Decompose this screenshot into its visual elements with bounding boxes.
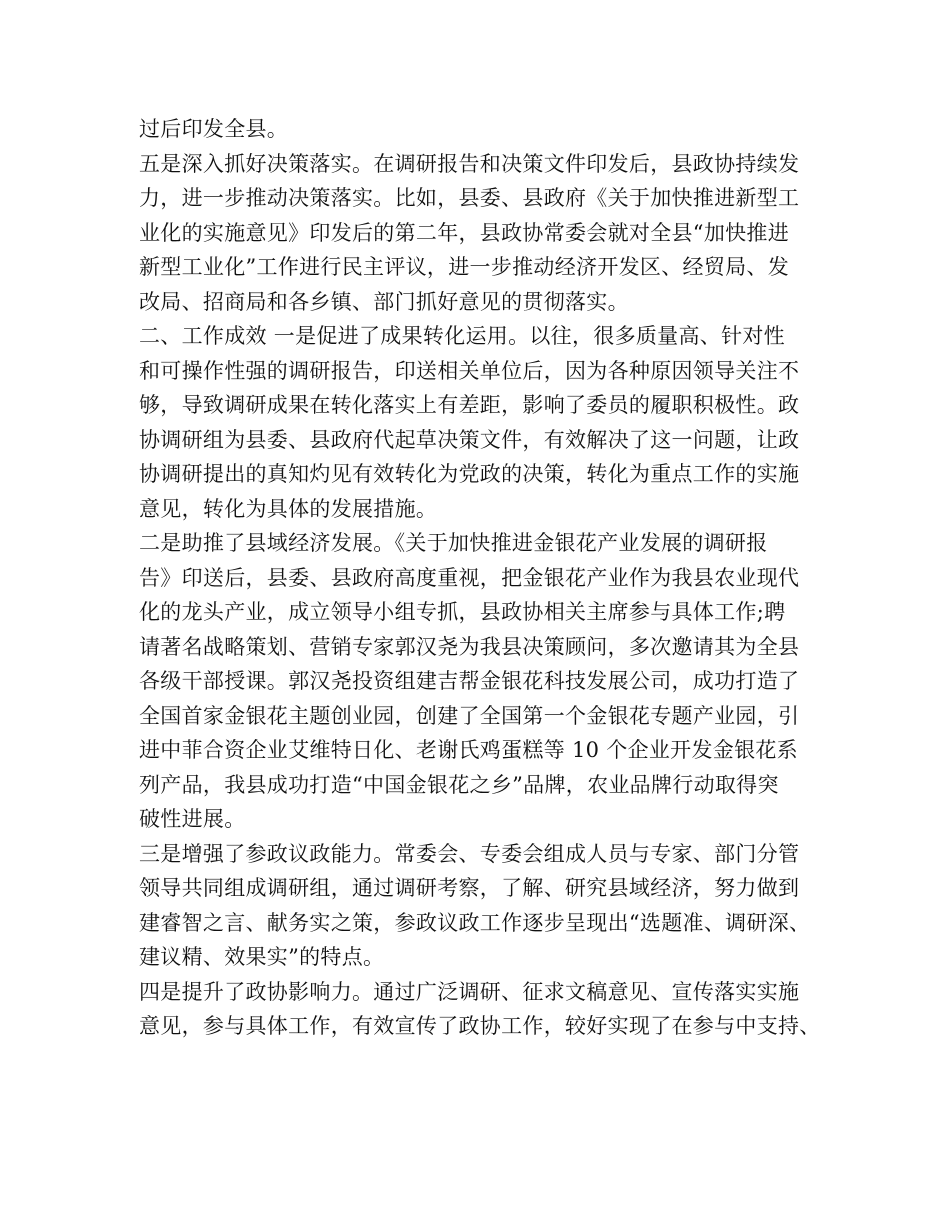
text-line: 意见，转化为具体的发展措施。: [139, 496, 438, 521]
text-line: 列产品，我县成功打造“中国金银花之乡”品牌，农业品牌行动取得突: [139, 772, 779, 797]
text-line: 领导共同组成调研组，通过调研考察，了解、研究县域经济，努力做到: [139, 876, 800, 900]
text-line: 协调研提出的真知灼见有效转化为党政的决策，转化为重点工作的实施: [139, 462, 800, 486]
text-line: 化的龙头产业，成立领导小组专抓，县政协相关主席参与具体工作;聘: [139, 600, 786, 624]
text-line: 协调研组为县委、县政府代起草决策文件，有效解决了这一问题，让政: [139, 427, 800, 452]
text-line: 业化的实施意见》印发后的第二年，县政协常委会就对全县“加快推进: [139, 220, 790, 245]
text-line: 四是提升了政协影响力。通过广泛调研、征求文稿意见、宣传落实实施: [139, 979, 800, 1004]
text-line: 二、工作成效 一是促进了成果转化运用。以往，很多质量高、针对性: [139, 324, 785, 348]
text-line: 意见，参与具体工作，有效宣传了政协工作，较好实现了在参与中支持、: [139, 1014, 821, 1038]
text-line: 进中菲合资企业艾维特日化、老谢氏鸡蛋糕等 10 个企业开发金银花系: [139, 738, 798, 762]
text-line: 全国首家金银花主题创业园，创建了全国第一个金银花专题产业园，引: [139, 703, 800, 728]
text-line: 破性进展。: [139, 807, 246, 831]
text-line: 过后印发全县。: [139, 117, 289, 141]
text-line: 三是增强了参政议政能力。常委会、专委会组成人员与专家、部门分管: [139, 841, 800, 866]
body-text: [139, 112, 821, 1044]
text-line: 和可操作性强的调研报告，印送相关单位后，因为各种原因领导关注不: [139, 358, 800, 383]
text-line: 建议精、效果实”的特点。: [139, 945, 385, 969]
text-line: 请著名战略策划、营销专家郭汉尧为我县决策顾问，多次邀请其为全县: [139, 634, 800, 659]
text-line: 五是深入抓好决策落实。在调研报告和决策文件印发后，县政协持续发: [139, 151, 800, 176]
text-line: 改局、招商局和各乡镇、部门抓好意见的贯彻落实。: [139, 289, 629, 314]
text-line: 建睿智之言、献务实之策，参政议政工作逐步呈现出“选题准、调研深、: [139, 910, 811, 935]
text-line: 力，进一步推动决策落实。比如，县委、县政府《关于加快推进新型工: [139, 186, 800, 210]
text-line: 新型工业化”工作进行民主评议，进一步推动经济开发区、经贸局、发: [139, 255, 790, 279]
text-line: 告》印送后，县委、县政府高度重视，把金银花产业作为我县农业现代: [139, 565, 800, 590]
text-line: 二是助推了县域经济发展。《关于加快推进金银花产业发展的调研报: [139, 531, 768, 555]
text-line: 够，导致调研成果在转化落实上有差距，影响了委员的履职积极性。政: [139, 393, 800, 417]
text-line: 各级干部授课。郭汉尧投资组建吉帮金银花科技发展公司，成功打造了: [139, 669, 800, 693]
